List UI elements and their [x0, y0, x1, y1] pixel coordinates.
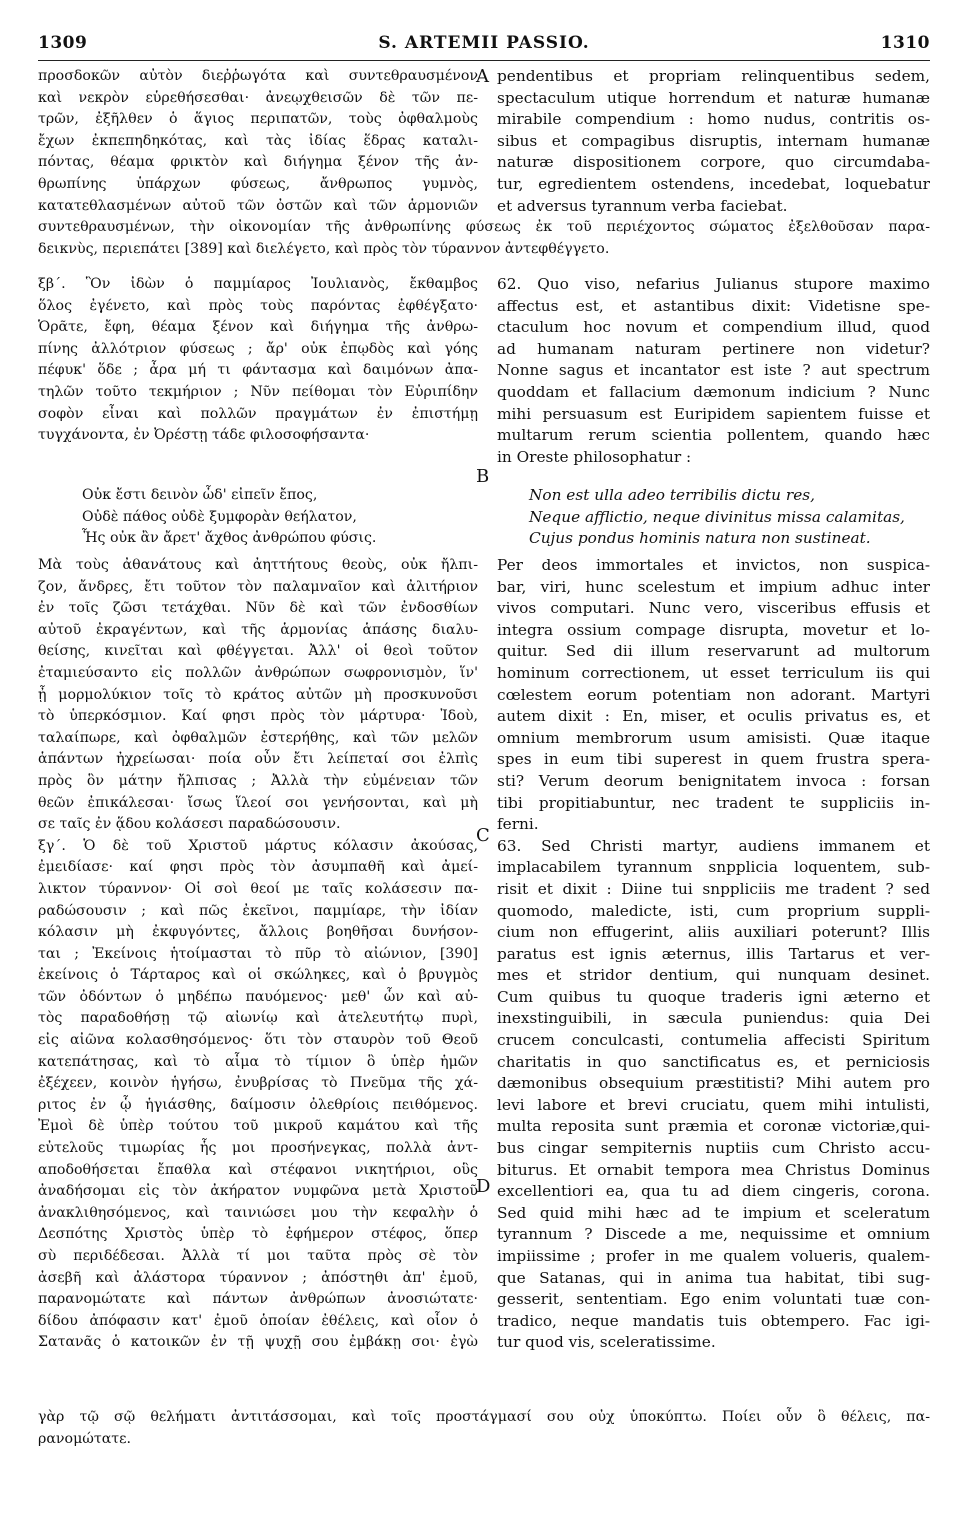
- latin-bottom-line: impiissime ; profer in me qualem volueris, qualem-: [497, 1247, 930, 1265]
- latin-bottom-line: tibi propitiabuntur, nec tradent te suppliciis in-: [497, 793, 930, 812]
- margin-marker-d: D: [476, 1176, 491, 1197]
- latin-bottom-line: tyrannum ? Discede a me, nequissime et omnium: [497, 1225, 930, 1244]
- latin-bottom-line: paratus est ignis æternus, illis Tartarus et ver-: [497, 944, 930, 963]
- latin-poem-line: Neque afflictio, neque divinitus missa calamitas,: [529, 507, 905, 526]
- latin-bottom-line: 63. Sed Christi martyr, audiens immanem et: [497, 836, 930, 855]
- latin-bottom-line: gesserit, sententiam. Ego enim voluntati tuæ con-: [497, 1290, 930, 1309]
- latin-bottom-line: integra ossium compage disrupta, movetur et lo-: [497, 620, 930, 639]
- greek-bottom-line: παρανομώτατε καὶ πάντων ἀνθρώπων ἀνοσιώτατε·: [38, 1291, 478, 1308]
- latin-mid-line: ad humanam naturam pertinere non videtur?: [497, 339, 930, 358]
- greek-bottom-line: ἀσεβῆ καὶ ἀλάστορα τύραννον ; ἀπόστηθι ἀπ' ἐμοῦ,: [38, 1269, 478, 1286]
- latin-mid-line: 62. Quo viso, nefarius Julianus stupore maximo: [497, 275, 930, 293]
- greek-bottom-line: δίδου ἀπόφασιν κατ' ἐμοῦ ὁποίαν ἐθέλεις, καὶ οἷον ὁ: [38, 1312, 478, 1329]
- greek-bottom-line: τὸ ὑπερκόσμιον. Καί φησι πρὸς τὸν μάρτυρα· Ἰδοὺ,: [38, 708, 478, 725]
- greek-bottom-line: ξγ΄. Ὁ δὲ τοῦ Χριστοῦ μάρτυς κόλασιν ἀκούσας,: [38, 837, 478, 854]
- latin-section-62: [497, 274, 930, 468]
- latin-bottom-line: Cum quibus tu quoque traderis igni æterno et: [497, 987, 930, 1006]
- margin-marker-b: B: [476, 466, 490, 487]
- latin-bottom-line: crucem conculcasti, contumelia affecisti Spiritum: [497, 1031, 930, 1050]
- greek-end-line: γὰρ τῷ σῷ θελήματι ἀντιτάσσομαι, καὶ τοῖς προστάγμασί σου οὐχ ὑποκύπτω. Ποίει οὖν ὃ θέλεις, πα-: [38, 1409, 930, 1425]
- margin-marker-c: C: [476, 825, 490, 846]
- latin-bottom-line: Sed quid mihi hæc ad te impium et sceleratum: [497, 1203, 930, 1222]
- greek-mid-line: πέφυκ' ὅδε ; ἆρα μή τι φάντασμα καὶ δαιμόνων ἀπα-: [38, 362, 478, 379]
- latin-euripides-quote: [497, 485, 930, 550]
- greek-bottom-line: ραδώσουσιν ; καὶ πῶς ἐκεῖνοι, παμμίαρε, τὴν ἰδίαν: [38, 902, 478, 919]
- latin-top-line: spectaculum utique horrendum et naturæ humanæ: [497, 88, 930, 107]
- greek-bottom-line: ἐξέχεεν, κοινὸν ἡγήσω, ἐνυβρίσας τὸ Πνεῦμα τῆς χά-: [38, 1075, 478, 1092]
- greek-top-line: κατατεθλασμένων αὐτοῦ τῶν ὀστῶν καὶ τῶν ἁρμονιῶν: [38, 197, 478, 214]
- greek-bottom-line: ἀνακλιθησόμενος, καὶ ταινιώσει μου τὴν κεφαλὴν ὁ: [38, 1204, 478, 1221]
- latin-bottom-line: levi labore et brevi cruciatu, quem mihi intulisti,: [497, 1095, 930, 1114]
- latin-bottom-line: cium non effugerint, aliis auxiliari poterunt? Illis: [497, 923, 930, 942]
- latin-mid-line: affectus est, et astantibus dixit: Videtisne spe-: [497, 296, 930, 315]
- greek-top-line: ἔχων ἐκπεπηδηκότας, καὶ τὰς ἰδίας ἕδρας καταλι-: [38, 132, 478, 149]
- latin-mid-line: quoddam et fallacium dæmonum indicium ? Nunc: [497, 382, 930, 401]
- greek-bottom-line: ἀναδήσομαι εἰς τὸν ἀκήρατον νυμφῶνα μετὰ Χριστοῦ: [38, 1183, 478, 1200]
- latin-mid-line: ctaculum hoc novum et compendium illud, quod: [497, 318, 930, 337]
- greek-end-line: ρανομώτατε.: [38, 1430, 132, 1447]
- latin-bottom-line: quomodo, maledicte, isti, cum proprium suppli-: [497, 901, 930, 920]
- greek-bottom-line: ζον, ἄνδρες, ἔτι τοῦτον τὸν παλαμναῖον καὶ ἀλιτήριον: [38, 578, 478, 595]
- latin-bottom-line: risit et dixit : Diine tui snppliciis me tradent ? sed: [497, 879, 930, 898]
- greek-bottom-line: ἐμειδίασε· καί φησι πρὸς τὸν ἀσυμπαθῆ καὶ ἀμεί-: [38, 859, 478, 876]
- latin-bottom-line: multa reposita sunt præmia et coronæ victoriæ,qui-: [497, 1117, 930, 1136]
- greek-euripides-quote: [38, 485, 478, 550]
- greek-bottom-line: θείσης, κινεῖται καὶ φθέγγεται. Ἀλλ' οἱ θεοὶ τοῦτον: [38, 643, 478, 660]
- greek-mid-line: Ὁρᾶτε, ἔφη, θέαμα ξένον καὶ διήγημα τῆς ἀνθρω-: [38, 319, 478, 336]
- greek-bottom-line: θεῶν ἐπικάλεσαι· ἴσως ἵλεοί σοι γενήσονται, καὶ μὴ: [38, 794, 478, 811]
- greek-bottom-line: αὐτοῦ ἐκραγέντων, καὶ τῆς ἁρμονίας ἁπάσης διαλυ-: [38, 621, 478, 638]
- latin-bottom-line: Per deos immortales et invictos, non suspica-: [497, 556, 930, 574]
- greek-closing-passage: [38, 1407, 930, 1450]
- greek-top-line: καὶ νεκρὸν εὑρεθήσεσθαι· ἀνεῳχθεισῶν δὲ τῶν πε-: [38, 89, 478, 106]
- greek-bottom-line: Ἐμοὶ δὲ ὑπὲρ τούτου τοῦ μικροῦ καμάτου καὶ τῆς: [38, 1118, 478, 1135]
- greek-full-width-passage: [38, 217, 930, 260]
- latin-bottom-line: tur quod vis, sceleratissime.: [497, 1333, 716, 1352]
- greek-bottom-line: πρὸς ὃν μάτην ἤλπισας ; Ἀλλὰ τὴν εὐμένειαν τῶν: [38, 772, 478, 789]
- latin-bottom-line: bar, viri, hunc scelestum et impium adhuc inter: [497, 577, 930, 596]
- greek-bottom-line: σὺ περιδέδεσαι. Ἀλλὰ τί μοι ταῦτα πρὸς σὲ τὸν: [38, 1248, 478, 1264]
- latin-bottom-line: implacabilem tyrannum snpplicia loquentem, sub-: [497, 858, 930, 877]
- greek-bottom-line: ἐν τοῖς ζῶσι τετάχθαι. Νῦν δὲ καὶ τῶν ἐνδοσθίων: [38, 600, 478, 617]
- latin-mid-line: multarum rerum scientia pollentem, quando hæc: [497, 426, 930, 445]
- greek-bottom-line: Δεσπότης Χριστὸς ὑπὲρ τὸ ἐφήμερον στέφος, ὅπερ: [38, 1226, 478, 1243]
- latin-poem-line: Non est ulla adeo terribilis dictu res,: [529, 486, 815, 504]
- latin-bottom-line: charitatis in quo sanctificatus es, et perniciosis: [497, 1052, 930, 1071]
- greek-bottom-line: τὸς παραδοθήσῃ τῷ αἰωνίῳ καὶ ἀτελευτήτῳ πυρὶ,: [38, 1010, 478, 1027]
- greek-mid-line: πίνης ἀλλότριον φύσεως ; ἄρ' οὐκ ἐπῳδὸς καὶ γόης: [38, 340, 478, 357]
- greek-poem-line: Οὐδὲ πάθος οὐδὲ ξυμφορὰν θεήλατον,: [82, 508, 357, 525]
- latin-top-line: mirabile compendium : homo nudus, contritis os-: [497, 110, 930, 129]
- latin-top-line: tur, egredientem ostendens, incedebat, loquebatur: [497, 174, 930, 193]
- greek-bottom-line: κόλασιν μὴ ἐκφυγόντες, ἄλλοις βοηθῆσαι δυνήσον-: [38, 924, 478, 941]
- latin-bottom-line: cœlestem eorum potentiam non adorant. Martyri: [497, 685, 930, 704]
- greek-mid-line: τυγχάνοντα, ἐν Ὀρέστῃ τάδε φιλοσοφήσαντα·: [38, 427, 370, 444]
- greek-bottom-line: ταλαίπωρε, καὶ ὀφθαλμῶν ἐστερήθης, καὶ τῶν μελῶν: [38, 729, 478, 746]
- greek-section-62: [38, 274, 478, 447]
- greek-column-top: [38, 66, 478, 217]
- latin-top-line: sibus et compagibus disruptis, internam humanæ: [497, 131, 930, 150]
- greek-top-line: προσδοκῶν αὐτὸν διεῤῥωγότα καὶ συντεθραυσμένον: [38, 68, 478, 84]
- latin-bottom-line: inexstinguibili, in sæcula puniendus: quia Dei: [497, 1009, 930, 1028]
- latin-section-62-63: [497, 555, 930, 1354]
- greek-section-62-63: [38, 555, 478, 1354]
- greek-bottom-line: ριτος ἐν ᾧ ἡγιάσθης, δαίμοσιν ὀλεθρίοις πειθόμενος.: [38, 1096, 478, 1113]
- latin-poem-line: Cujus pondus hominis natura non sustineat.: [529, 529, 871, 548]
- greek-bottom-line: Μὰ τοὺς ἀθανάτους καὶ ἀηττήτους θεοὺς, οὐκ ἤλπι-: [38, 557, 478, 573]
- latin-bottom-line: mes et stridor dentium, qui nunquam desinet.: [497, 966, 930, 985]
- greek-mid-line: τηλῶν τοῦτο τεκμήριον ; Νῦν πείθομαι τὸν Εὐριπίδην: [38, 383, 478, 400]
- latin-bottom-line: vivos computari. Nunc vero, visceribus effusis et: [497, 599, 930, 618]
- greek-mid-line: ὅλος ἐγένετο, καὶ πρὸς τοὺς παρόντας ἐφθέγξατο·: [38, 297, 478, 314]
- greek-bottom-line: λικτον τύραννον· Οἱ σοὶ θεοί με ταῖς κολάσεσιν πα-: [38, 880, 478, 897]
- latin-top-line: naturæ dispositionem corpore, quo circumdaba-: [497, 153, 930, 172]
- greek-top-line: θρωπίνης ὑπάρχων φύσεως, ἄνθρωπος γυμνὸς,: [38, 175, 478, 192]
- greek-bottom-line: εὐτελοῦς τιμωρίας ἧς μοι προσήνεγκας, πολλὰ ἀντ-: [38, 1140, 478, 1157]
- greek-bottom-line: ἁπάντων ἠχρείωσαι· ποία οὖν ἔτι λείπεταί σοι ἐλπὶς: [38, 751, 478, 768]
- greek-bottom-line: κατεπάτησας, καὶ τὸ αἷμα τὸ τίμιον ὃ ὑπὲρ ἡμῶν: [38, 1053, 478, 1070]
- latin-bottom-line: biturus. Et ornabit tempora mea Christus Dominus: [497, 1160, 930, 1179]
- greek-bottom-line: αποδοθήσεται ἔπαθλα καὶ στέφανοι νικητήριοι, οὓς: [38, 1161, 478, 1178]
- latin-bottom-line: autem dixit : En, miser, et oculis privatus es, et: [497, 707, 930, 726]
- running-title: S. ARTEMII PASSIO.: [378, 33, 590, 53]
- greek-bottom-line: σε ταῖς ἐν ᾅδου κολάσεσι παραδώσουσιν.: [38, 816, 341, 833]
- greek-bottom-line: ἐταμιεύσαντο εἰς πολλῶν ἀνθρώπων σωφρονισμὸν, ἵν': [38, 664, 478, 681]
- greek-bottom-line: Σατανᾶς ὁ κατοικῶν ἐν τῇ ψυχῇ σου ἐμβάκῃ σοι· ἐγὼ: [38, 1334, 478, 1351]
- page-header: [38, 33, 930, 57]
- margin-marker-a: A: [476, 66, 489, 87]
- greek-poem-line: Ἧς οὐκ ἂν ἄρετ' ἄχθος ἀνθρώπου φύσις.: [82, 530, 377, 547]
- greek-bottom-line: ται ; Ἐκείνοις ἡτοίμασται τὸ πῦρ τὸ αἰώνιον, [390]: [38, 945, 478, 962]
- latin-column-top: [497, 66, 930, 217]
- latin-bottom-line: omnium membrorum usum amisisti. Quæ itaque: [497, 728, 930, 747]
- greek-bottom-line: τῶν ὀδόντων ὁ μηδέπω παυόμενος· μεθ' ὧν καὶ αὐ-: [38, 988, 478, 1005]
- latin-mid-line: Nonne sagus et incantator est iste ? aut spectrum: [497, 361, 930, 380]
- greek-bottom-line: ἐκείνοις ὁ Τάρταρος καὶ οἱ σκώληκες, καὶ ὁ βρυγμὸς: [38, 967, 478, 984]
- latin-bottom-line: bus cingar sempiternis nuptiis cum Christo accu-: [497, 1139, 930, 1158]
- header-rule: [38, 60, 930, 61]
- page-number-right: 1310: [880, 33, 930, 53]
- latin-bottom-line: dæmonibus obsequium præstitisti? Mihi autem pro: [497, 1074, 930, 1093]
- latin-mid-line: mihi persuasum est Euripidem sapientem fuisse et: [497, 404, 930, 423]
- greek-poem-line: Οὐκ ἔστι δεινὸν ὧδ' εἰπεῖν ἔπος,: [82, 487, 318, 503]
- latin-bottom-line: spes in eum tibi superest in quem frustra spera-: [497, 750, 930, 769]
- greek-bottom-line: ᾖ μορμολύκιον τοῖς τὸ κράτος αὐτῶν μὴ προσκυνοῦσι: [38, 686, 478, 703]
- latin-top-line: pendentibus et propriam relinquentibus sedem,: [497, 67, 930, 85]
- latin-bottom-line: tradico, neque mandatis tuis obtempero. Fac igi-: [497, 1311, 930, 1330]
- latin-bottom-line: ferni.: [497, 815, 539, 834]
- greek-top-line: πόντας, θέαμα φρικτὸν καὶ διήγημα ξένον τῆς ἀν-: [38, 154, 478, 171]
- page-number-left: 1309: [38, 33, 88, 53]
- greek-top-line: τρῶν, ἐξῆλθεν ὁ ἅγιος περιπατῶν, τοὺς ὀφθαλμοὺς: [38, 111, 478, 128]
- latin-bottom-line: que Satanas, qui in anima tua habitat, tibi sug-: [497, 1268, 930, 1287]
- latin-bottom-line: excellentiori ea, qua tu ad diem cingeris, corona.: [497, 1182, 930, 1201]
- greek-mid-line: σοφὸν εἶναι καὶ πολλῶν πραγμάτων ἐν ἐπιστήμῃ: [38, 405, 478, 422]
- latin-bottom-line: sti? Verum deorum benignitatem invoca : forsan: [497, 771, 930, 790]
- greek-mid-line: ξβ΄. Ὃν ἰδὼν ὁ παμμίαρος Ἰουλιανὸς, ἔκθαμβος: [38, 276, 478, 292]
- latin-mid-line: in Oreste philosophatur :: [497, 447, 692, 466]
- latin-bottom-line: hominum correctionem, ut esset terriculum iis qui: [497, 663, 930, 682]
- greek-bottom-line: εἰς αἰῶνα κολασθησόμενος· ὅτι τὸν σταυρὸν τοῦ Θεοῦ: [38, 1032, 478, 1049]
- greek-wide-line: δεικνὺς, περιεπάτει [389] καὶ διελέγετο, καὶ πρὸς τὸν τύραννον ἀντεφθέγγετο.: [38, 240, 610, 257]
- latin-top-line: et adversus tyrannum verba faciebat.: [497, 196, 788, 215]
- latin-bottom-line: quitur. Sed dii illum reservarunt ad multorum: [497, 642, 930, 661]
- greek-wide-line: συντεθραυσμένων, τὴν οἰκονομίαν τῆς ἀνθρωπίνης φύσεως ἐκ τοῦ περιέχοντος σώματος ἐξελθοῦσαν παρα-: [38, 219, 930, 235]
